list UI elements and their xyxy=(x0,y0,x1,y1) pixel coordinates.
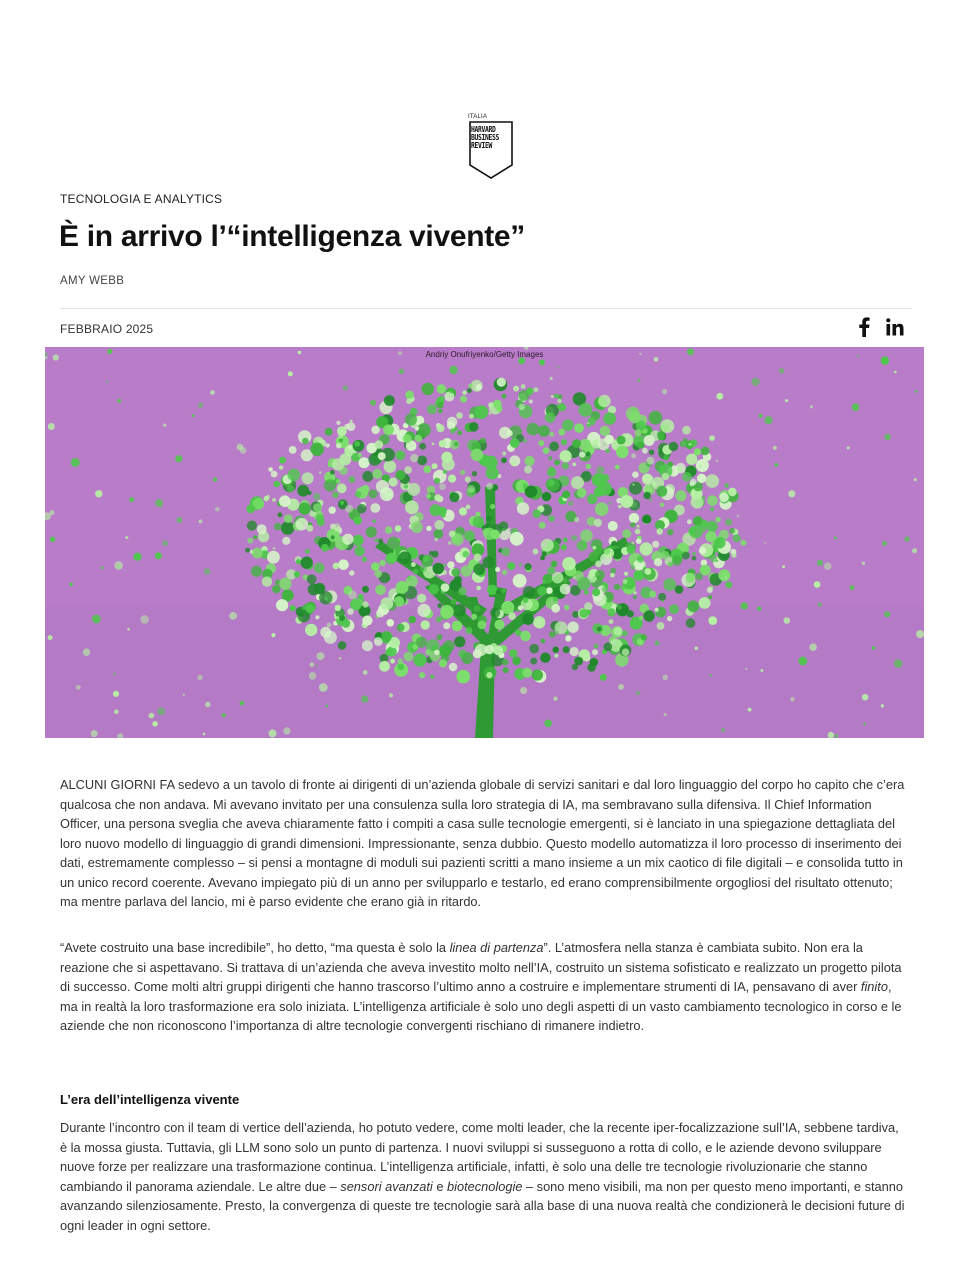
image-credit: Andriy Onufriyenko/Getty Images xyxy=(425,350,544,359)
brand-line-3: REVIEW xyxy=(471,141,492,150)
emphasis-text: finito xyxy=(860,979,888,994)
brand-name xyxy=(471,126,511,150)
header-divider xyxy=(60,308,912,309)
body-paragraph-2 xyxy=(60,938,905,1036)
hero-image xyxy=(45,347,924,738)
body-paragraph-1 xyxy=(60,775,905,912)
facebook-icon xyxy=(857,317,871,337)
section-heading: L’era dell’intelligenza vivente xyxy=(60,1092,240,1107)
article-author[interactable]: AMY WEBB xyxy=(60,275,125,287)
emphasis-text: biotecnologie xyxy=(447,1178,523,1194)
article-category[interactable]: TECNOLOGIA E ANALYTICS xyxy=(60,192,223,206)
article-title: È in arrivo l’“intelligenza vivente” xyxy=(59,220,526,253)
article-date: FEBBRAIO 2025 xyxy=(60,322,154,336)
facebook-share-button[interactable] xyxy=(854,316,874,338)
tree-image xyxy=(45,347,924,738)
paragraph-text: , ma in realtà la loro trasformazione era solo iniziata. L’intelligenza artificiale è solo uno degli aspetti di un vasto cambiamento tecnologico in corso e le aziende che non riconoscono l’importanza di altre tecnologie convergenti rischiano di rimanere indietro. xyxy=(60,979,902,1033)
paragraph-text: – sono meno visibili, ma non per questo meno importanti, e stanno avanzando silenziosamente. Presto, la convergenza di queste tre tecnologie sarà alla base di una nuova realtà che condizionerà le decisioni future di ogni leader in ogni settore. xyxy=(60,1178,905,1233)
paragraph-text: “Avete costruito una base incredibile”, ho detto, “ma questa è solo la xyxy=(60,940,450,955)
brand-line-1: HARVARD xyxy=(471,125,496,134)
paragraph-text: Durante l’incontro con il team di vertice dell’azienda, ho potuto vedere, come molti leader, che la recente iper-focalizzazione sull’IA, sebbene tardiva, è la mossa giusta. Tuttavia, gli LLM sono solo un punto di partenza. I nuovi sviluppi si susseguono a rotta di collo, e le aziende devono sviluppare nuove forze per realizzare una trasformazione continua. L’intelligenza artificiale, infatti, è solo una delle tre tecnologie rivoluzionarie che stanno cambiando il panorama aziendale. Le altre due – xyxy=(60,1120,899,1194)
paragraph-text: ”. L’atmosfera nella stanza è cambiata subito. Non era la reazione che si aspettavano. Si trattava di un’azienda che aveva investito molto nell’IA, costruito un sistema sofisticato e realizzato un progetto pilota di successo. Come molti altri gruppi dirigenti che hanno trascorso l’ultimo anno a costruire e implementare strumenti di IA, pensavano di aver xyxy=(60,940,902,994)
emphasis-text: linea di partenza xyxy=(449,940,544,955)
linkedin-share-button[interactable] xyxy=(884,316,906,338)
brand-region: ITALIA xyxy=(468,114,488,120)
linkedin-icon xyxy=(886,318,904,336)
paragraph-text: e xyxy=(432,1178,448,1194)
hbr-logo[interactable] xyxy=(468,114,520,180)
brand-line-2: BUSINESS xyxy=(471,133,499,142)
emphasis-text: sensori avanzati xyxy=(340,1178,433,1194)
body-paragraph-3 xyxy=(60,1118,905,1235)
paragraph-text: ALCUNI GIORNI FA sedevo a un tavolo di fronte ai dirigenti di un’azienda globale di servizi sanitari e dal loro linguaggio del corpo ho capito che c’era qualcosa che non andava. Mi avevano invitato per una consulenza sulla loro strategia di IA, ma sembravano sulla difensiva. Il Chief Information Officer, una persona sveglia che aveva chiaramente fatto i compiti a casa sulle tecnologie emergenti, si è lanciato in una spiegazione dettagliata del loro nuovo modello di linguaggio di grandi dimensioni. Impressionante, senza dubbio. Questo modello automatizza il loro processo di inserimento dei dati, estremamente complesso – si pensi a montagne di moduli sui pazienti scritti a mano insieme a un mix caotico di file digitali – e consolida tutto in un unico record coerente. Avevano impiegato più di un anno per svilupparlo e testarlo, ed erano comprensibilmente orgogliosi del risultato ottenuto; ma mentre parlava del lancio, mi è parso evidente che erano già in ritardo. xyxy=(60,777,905,909)
